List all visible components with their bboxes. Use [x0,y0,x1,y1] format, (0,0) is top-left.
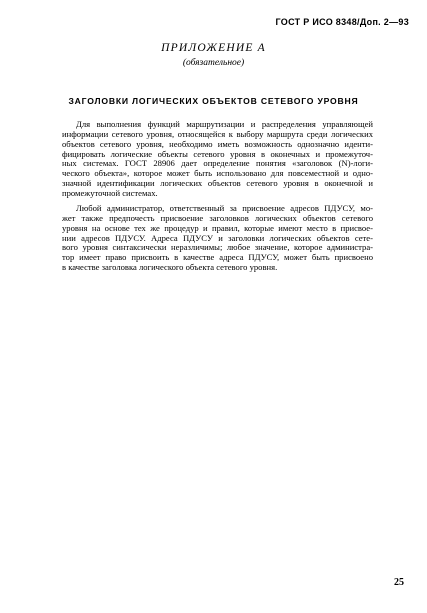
paragraph-line: ных системах. ГОСТ 28906 дает определение понятия «заголовок (N)-логи- [62,158,373,169]
paragraph-1 [62,120,373,199]
appendix-title: ПРИЛОЖЕНИЕ А [161,42,266,54]
paragraph-line: уровня на основе тех же процедур и правил, которые имеют место в присвое- [62,222,373,233]
appendix-status: (обязательное) [182,58,245,68]
paragraph-line: фицировать логические объекты сетевого уровня в оконечных и промежуточ- [62,148,373,159]
paragraph-line: вого уровня синтаксически неразличимы; любое значение, которое администра- [62,242,373,253]
paragraph-line: жет также предпочесть присвоение заголовков логических объектов сетевого [62,212,373,223]
paragraph-line: Любой администратор, ответственный за присвоение адресов ПДУСУ, мо- [76,203,373,213]
paragraph-line: значной идентификации логических объектов сетевого уровня в оконечной и [62,178,373,189]
paragraph-line: промежуточной системах. [62,187,158,198]
paragraph-line: нии адресов ПДУСУ. Адреса ПДУСУ и заголовки логических объектов сете- [62,232,373,243]
paragraph-line: тор имеет право присвоить в качестве адреса ПДУСУ, может быть присвоено [62,252,373,263]
paragraph-line: в качестве заголовка логического объекта сетевого уровня. [62,262,278,273]
page-number: 25 [394,577,404,588]
paragraph-2 [62,204,373,273]
section-title: ЗАГОЛОВКИ ЛОГИЧЕСКИХ ОБЪЕКТОВ СЕТЕВОГО УРОВНЯ [68,96,359,106]
paragraph-line: Для выполнения функций маршрутизации и распределения управляющей [76,119,373,129]
paragraph-line: объектов сетевого уровня, необходимо иметь возможность однозначно иденти- [62,138,373,149]
standard-reference-header: ГОСТ Р ИСО 8348/Доп. 2—93 [275,17,409,27]
paragraph-line: информации сетевого уровня, относящейся к выбору маршрута среди логических [62,128,373,139]
paragraph-line: ческого объекта», которое может быть использовано для повсеместной и одно- [62,168,373,179]
